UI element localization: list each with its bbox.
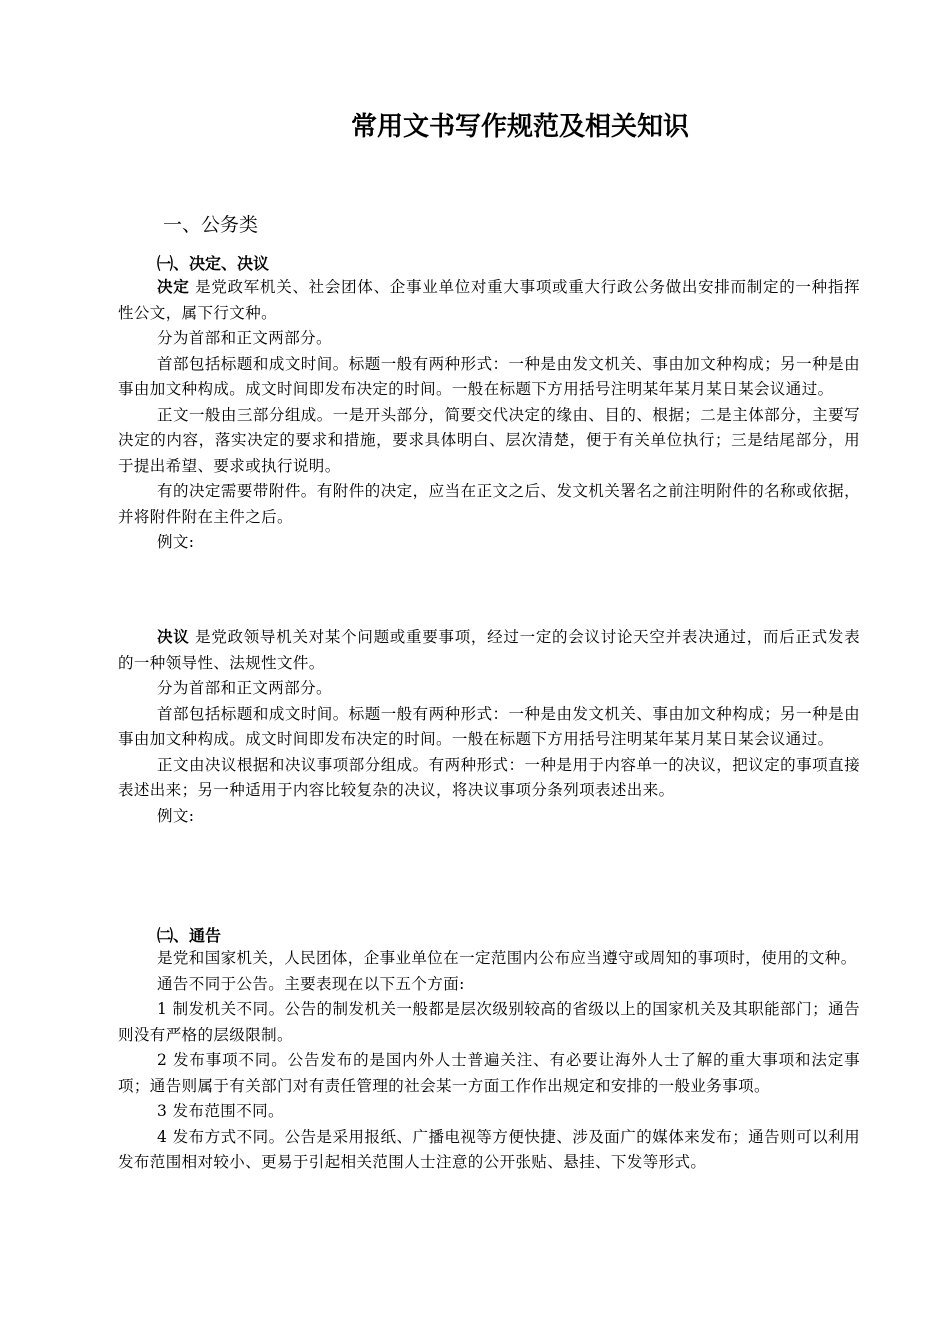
paragraph: 首部包括标题和成文时间。标题一般有两种形式：一种是由发文机关、事由加文种构成；另一种是由事由加文种构成。成文时间即发布决定的时间。一般在标题下方用括号注明某年某月某日某会议通过。 [118,704,860,748]
paragraph: 首部包括标题和成文时间。标题一般有两种形式：一种是由发文机关、事由加文种构成；另一种是由事由加文种构成。成文时间即发布决定的时间。一般在标题下方用括号注明某年某月某日某会议通过。 [118,354,860,398]
page-title: 常用文书写作规范及相关知识 [350,112,689,142]
term-jueding: 决定 [157,277,190,296]
decision-block [118,274,860,556]
paragraph: 正文一般由三部分组成。一是开头部分，简要交代决定的缘由、目的、根据；二是主体部分，主要写决定的内容，落实决定的要求和措施，要求具体明白、层次清楚，便于有关单位执行；三是结尾部分，用于提出希望、要求或执行说明。 [118,405,860,475]
resolution-block [118,624,860,829]
notice-block [118,946,860,1176]
paragraph: 1 制发机关不同。公告的制发机关一般都是层次级别较高的省级以上的国家机关及其职能部门；通告则没有严格的层级限制。 [118,1000,860,1044]
paragraph: 例文: [157,533,195,551]
paragraph: 分为首部和正文两部分。 [157,679,332,697]
paragraph: 分为首部和正文两部分。 [157,329,332,347]
term-jueyi: 决议 [157,627,190,646]
paragraph: 决定 是党政军机关、社会团体、企事业单位对重大事项或重大行政公务做出安排而制定的一种指挥性公文，属下行文种。 [118,277,860,322]
paragraph: 3 发布范围不同。 [157,1102,284,1120]
section-heading-official: 一、公务类 [163,214,259,236]
paragraph: 例文: [157,806,195,825]
paragraph: 正文由决议根据和决议事项部分组成。有两种形式：一种是用于内容单一的决议，把议定的事项直接表述出来；另一种适用于内容比较复杂的决议，将决议事项分条列项表述出来。 [118,755,860,799]
paragraph: 决议 是党政领导机关对某个问题或重要事项，经过一定的会议讨论天空并表决通过，而后正式发表的一种领导性、法规性文件。 [118,627,860,672]
subsection-heading-decision: ㈠、决定、决议 [157,254,270,273]
paragraph: 是党和国家机关，人民团体，企事业单位在一定范围内公布应当遵守或周知的事项时，使用的文种。 [157,949,857,967]
paragraph: 有的决定需要带附件。有附件的决定，应当在正文之后、发文机关署名之前注明附件的名称或依据，并将附件附在主件之后。 [118,482,860,526]
paragraph: 通告不同于公告。主要表现在以下五个方面: [157,974,465,993]
subsection-heading-notice: ㈡、通告 [157,926,222,945]
paragraph: 4 发布方式不同。公告是采用报纸、广播电视等方便快捷、涉及面广的媒体来发布；通告则可以利用发布范围相对较小、更易于引起相关范围人士注意的公开张贴、悬挂、下发等形式。 [118,1127,860,1171]
paragraph: 2 发布事项不同。公告发布的是国内外人士普遍关注、有必要让海外人士了解的重大事项和法定事项；通告则属于有关部门对有责任管理的社会某一方面工作作出规定和安排的一般业务事项。 [118,1051,860,1095]
